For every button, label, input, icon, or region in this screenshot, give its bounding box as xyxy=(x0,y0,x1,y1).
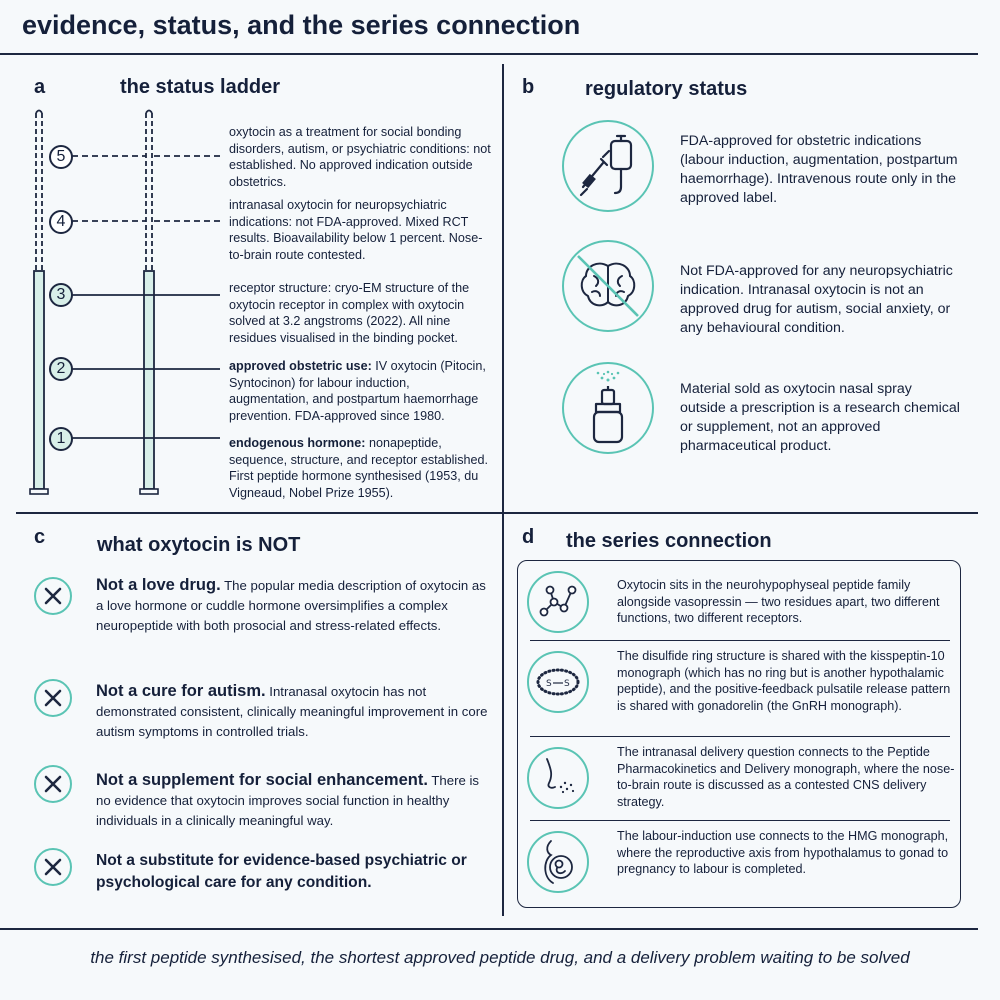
panel-c-heading: what oxytocin is NOT xyxy=(97,534,301,556)
rung-1-body: nonapeptide, sequence, structure, and receptor established. First peptide hormone synthesised (1953, du Vigneaud, Nobel Prize 1955). xyxy=(229,436,489,500)
series-connection-box xyxy=(517,560,961,908)
rung-number-4: 4 xyxy=(49,210,73,234)
rung-5-text: oxytocin as a treatment for social bonding disorders, autism, or psychiatric conditions: not established. No approved indication outside obstetrics. xyxy=(229,125,491,189)
not-item-2-body: Intranasal oxytocin has not demonstrated consistent, clinically meaningful improvement in core autism symptoms in controlled trials. xyxy=(96,684,488,739)
panel-a-label: a xyxy=(34,76,46,98)
x-mark-icon xyxy=(34,765,72,803)
rung-2-lead: approved obstetric use: xyxy=(229,359,372,373)
not-item-3-lead: Not a supplement for social enhancement. xyxy=(96,771,428,789)
not-item-4 xyxy=(96,850,476,894)
not-item-1-lead: Not a love drug. xyxy=(96,576,221,594)
nasal-spray-icon xyxy=(562,362,654,454)
peptide-network-icon xyxy=(527,571,589,633)
rung-1-text xyxy=(229,435,491,501)
syringe-iv-bag-icon xyxy=(562,120,654,212)
rung-number-2: 2 xyxy=(49,357,73,381)
regulatory-item-1-text: FDA-approved for obstetric indications (labour induction, augmentation, postpartum haemorrhage). Intravenous route only in the approved label. xyxy=(680,133,958,206)
rung-1-lead: endogenous hormone: xyxy=(229,436,366,450)
svg-text:S: S xyxy=(546,679,552,689)
x-mark-icon xyxy=(34,848,72,886)
panel-a-heading: the status ladder xyxy=(120,76,281,98)
footer-divider xyxy=(0,928,978,930)
series-divider xyxy=(530,640,950,641)
not-item-1-body: The popular media description of oxytocin as a love hormone or cuddle hormone oversimplifies a complex neuropeptide with both prosocial and stress-related effects. xyxy=(96,578,486,633)
not-item-3-body: There is no evidence that oxytocin improves social function in healthy individuals in a clinically meaningful way. xyxy=(96,773,479,828)
svg-text:S: S xyxy=(564,679,570,689)
series-divider xyxy=(530,820,950,821)
crossed-brain-icon xyxy=(562,240,654,332)
regulatory-item-2-text: Not FDA-approved for any neuropsychiatric indication. Intranasal oxytocin is not an approved drug for autism, social anxiety, or any behavioural condition. xyxy=(680,263,953,336)
not-item-4-lead: Not a substitute for evidence-based psychiatric or psychological care for any condition. xyxy=(96,852,467,891)
footer-tagline: the first peptide synthesised, the shortest approved peptide drug, and a delivery problem waiting to be solved xyxy=(90,948,910,967)
panel-b-label: b xyxy=(522,76,535,98)
panel-b-heading: regulatory status xyxy=(585,78,748,100)
panel-d-heading: the series connection xyxy=(566,530,772,552)
horizontal-divider xyxy=(16,512,978,514)
not-item-3 xyxy=(96,770,494,831)
rung-3-body: cryo-EM structure of the oxytocin receptor in complex with oxytocin solved at 3.2 angstroms (2022). All nine residues visualised in the binding pocket. xyxy=(229,281,470,345)
rung-number-3: 3 xyxy=(49,283,73,307)
rung-4-text: intranasal oxytocin for neuropsychiatric indications: not FDA-approved. Mixed RCT results. Bioavailability below 1 percent. Nose-to-brain route contested. xyxy=(229,198,483,262)
not-item-2-lead: Not a cure for autism. xyxy=(96,682,266,700)
disulfide-ring-icon xyxy=(527,651,589,713)
page-title: evidence, status, and the series connection xyxy=(22,10,581,40)
series-item-1-text: Oxytocin sits in the neurohypophyseal peptide family alongside vasopressin — two residues apart, two different functions, two different receptors. xyxy=(617,578,940,625)
rung-3-text xyxy=(229,280,491,346)
vertical-divider xyxy=(502,64,504,916)
not-item-2 xyxy=(96,681,494,742)
pregnancy-icon xyxy=(527,831,589,893)
series-item-4-text: The labour-induction use connects to the HMG monograph, where the reproductive axis from hypothalamus to gonad to pregnancy to labour is completed. xyxy=(617,829,949,876)
rung-3-lead: receptor structure: xyxy=(229,281,332,295)
rung-number-1: 1 xyxy=(49,427,73,451)
nose-spray-icon xyxy=(527,747,589,809)
not-item-1 xyxy=(96,575,494,636)
series-item-2-text: The disulfide ring structure is shared with the kisspeptin-10 monograph (which has no ring but is another hypothalamic peptide), and the positive-feedback pulsatile release pattern is shared with gonadorelin (the GnRH monograph). xyxy=(617,649,951,713)
regulatory-item-3-text: Material sold as oxytocin nasal spray outside a prescription is a research chemical or supplement, not an approved pharmaceutical product. xyxy=(680,381,960,454)
rung-number-5: 5 xyxy=(49,145,73,169)
panel-d-label: d xyxy=(522,526,535,548)
series-divider xyxy=(530,736,950,737)
rung-2-body: IV oxytocin (Pitocin, Syntocinon) for labour induction, augmentation, and postpartum haemorrhage prevention. FDA-approved since 1980. xyxy=(229,359,486,423)
series-item-3-text: The intranasal delivery question connects to the Peptide Pharmacokinetics and Delivery monograph, where the nose-to-brain route is discussed as a contested CNS delivery strategy. xyxy=(617,745,955,809)
x-mark-icon xyxy=(34,679,72,717)
rung-2-text xyxy=(229,358,491,424)
x-mark-icon xyxy=(34,577,72,615)
title-divider xyxy=(0,53,978,55)
panel-c-label: c xyxy=(34,526,46,548)
